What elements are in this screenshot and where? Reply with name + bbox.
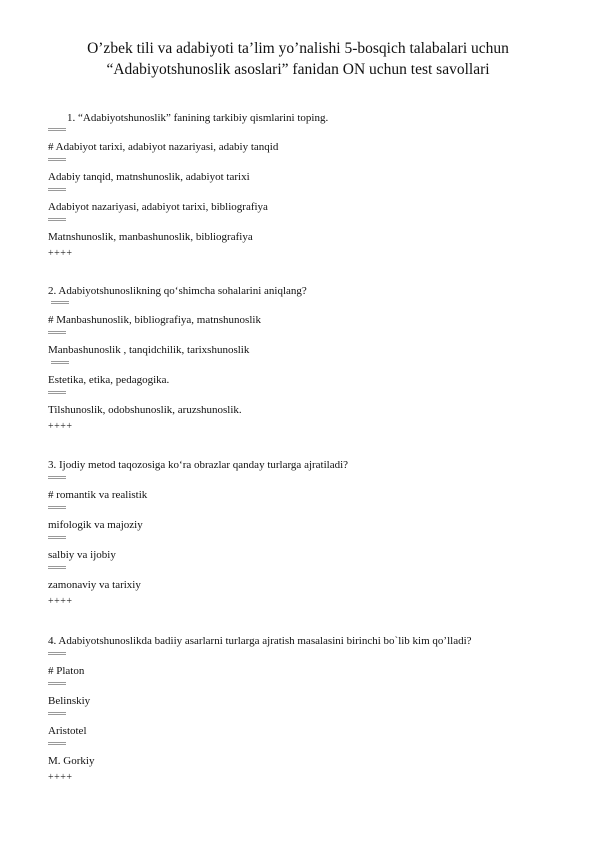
separator [48,188,66,192]
question-1-option-4: Matnshunoslik, manbashunoslik, bibliografiya [48,231,253,243]
question-1-option-2: Adabiy tanqid, matnshunoslik, adabiyot tarixi [48,171,250,183]
question-2-option-2: Manbashunoslik , tanqidchilik, tarixshunoslik [48,344,250,356]
title-line-1: O’zbek tili va adabiyoti ta’lim yo’nalishi 5-bosqich talabalari uchun [87,40,509,57]
question-3: 3. Ijodiy metod taqozosiga ko‘ra obrazlar qanday turlarga ajratiladi? [48,459,349,471]
question-4-option-4: M. Gorkiy [48,755,95,767]
question-3-option-2: mifologik va majoziy [48,519,143,531]
question-2-option-1: # Manbashunoslik, bibliografiya, matnshunoslik [48,314,261,326]
question-2: 2. Adabiyotshunoslikning qo‘shimcha sohalarini aniqlang? [48,285,307,297]
separator [48,476,66,480]
separator [51,361,69,365]
question-1: 1. “Adabiyotshunoslik” fanining tarkibiy qismlarini toping. [67,112,329,124]
separator [48,566,66,570]
separator [48,682,66,686]
question-1-option-1: # Adabiyot tarixi, adabiyot nazariyasi, adabiy tanqid [48,141,279,153]
title-line-2: “Adabiyotshunoslik asoslari” fanidan ON uchun test savollari [106,61,490,78]
question-4-option-2: Belinskiy [48,695,91,707]
separator [48,158,66,162]
end-marker: ++++ [48,772,73,783]
end-marker: ++++ [48,248,73,259]
separator [48,536,66,540]
question-2-option-4: Tilshunoslik, odobshunoslik, aruzshunoslik. [48,404,242,416]
separator [48,218,66,222]
question-3-option-3: salbiy va ijobiy [48,549,116,561]
separator [48,742,66,746]
question-1-option-3: Adabiyot nazariyasi, adabiyot tarixi, bibliografiya [48,201,268,213]
question-3-option-1: # romantik va realistik [48,489,148,501]
separator [48,712,66,716]
separator [48,506,66,510]
end-marker: ++++ [48,421,73,432]
separator [48,391,66,395]
question-3-option-4: zamonaviy va tarixiy [48,579,141,591]
end-marker: ++++ [48,596,73,607]
separator [48,331,66,335]
separator [48,652,66,656]
question-4: 4. Adabiyotshunoslikda badiiy asarlarni turlarga ajratish masalasini birinchi bo`lib kim qo’lladi? [48,635,472,647]
question-4-option-1: # Platon [48,665,85,677]
question-2-option-3: Estetika, etika, pedagogika. [48,374,170,386]
document-title [40,38,556,80]
separator [48,128,66,132]
question-4-option-3: Aristotel [48,725,87,737]
separator [51,301,69,305]
